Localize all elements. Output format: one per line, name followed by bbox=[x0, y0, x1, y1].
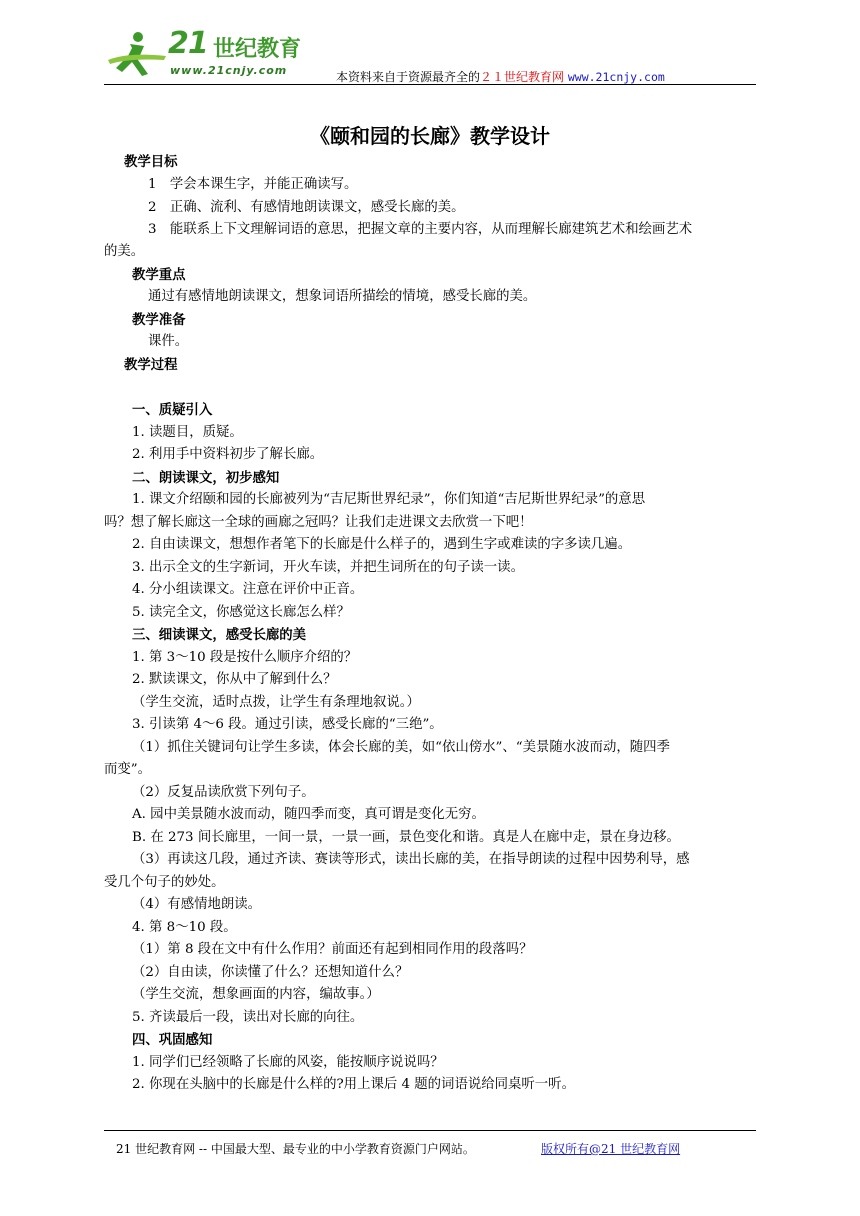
body-line: 4. 分小组读课文。注意在评价中正音。 bbox=[132, 582, 364, 597]
body-line: 3. 出示全文的生字新词，开火车读，并把生词所在的句子读一读。 bbox=[132, 560, 524, 575]
body-line: 1 学会本课生字，并能正确读写。 bbox=[148, 177, 358, 192]
logo-wordmark: 世纪教育 bbox=[213, 37, 302, 62]
body-line: 2. 你现在头脑中的长廊是什么样的?用上课后 4 题的词语说给同桌听一听。 bbox=[132, 1077, 575, 1092]
body-line: 课件。 bbox=[148, 334, 189, 349]
footer-text: 21 世纪教育网 -- 中国最大型、最专业的中小学教育资源门户网站。 bbox=[116, 1142, 475, 1156]
body-line: 1. 读题目，质疑。 bbox=[132, 425, 243, 440]
section-heading: 四、巩固感知 bbox=[132, 1032, 213, 1048]
section-heading: 教学目标 bbox=[124, 154, 178, 170]
logo-number: 21 bbox=[168, 26, 208, 61]
body-line: 1. 课文介绍颐和园的长廊被列为“吉尼斯世界纪录”，你们知道“吉尼斯世界纪录”的意思 bbox=[132, 492, 646, 507]
header-tagline bbox=[336, 68, 665, 85]
body-line: （学生交流，适时点拨，让学生有条理地叙说。） bbox=[132, 695, 420, 710]
body-line: 2. 默读课文，你从中了解到什么？ bbox=[132, 672, 337, 687]
section-heading: 三、细读课文，感受长廊的美 bbox=[132, 627, 307, 643]
body-line: 受几个句子的妙处。 bbox=[104, 875, 225, 890]
body-line: （4）有感情地朗读。 bbox=[132, 897, 262, 912]
body-line: 吗？想了解长廊这一全球的画廊之冠吗？让我们走进课文去欣赏一下吧！ bbox=[104, 515, 533, 530]
body-line: 2. 自由读课文，想想作者笔下的长廊是什么样子的，遇到生字或难读的字多读几遍。 bbox=[132, 537, 632, 552]
tagline-site-link[interactable]: ２１世纪教育网 bbox=[480, 70, 565, 84]
body-line: （1）第 8 段在文中有什么作用？前面还有起到相同作用的段落吗？ bbox=[132, 942, 533, 957]
body-line: 1. 同学们已经领略了长廊的风姿，能按顺序说说吗？ bbox=[132, 1055, 444, 1070]
section-heading: 二、朗读课文，初步感知 bbox=[132, 470, 280, 486]
tagline-url-link[interactable]: www.21cnjy.com bbox=[567, 70, 665, 84]
header-divider bbox=[104, 84, 756, 85]
body-line: （学生交流，想象画面的内容，编故事。） bbox=[132, 987, 380, 1002]
body-line: （2）反复品读欣赏下列句子。 bbox=[132, 785, 315, 800]
body-line: 通过有感情地朗读课文，想象词语所描绘的情境，感受长廊的美。 bbox=[148, 289, 537, 304]
section-heading: 一、质疑引入 bbox=[132, 402, 213, 418]
site-logo[interactable] bbox=[108, 26, 308, 80]
tagline-prefix: 本资料来自于资源最齐全的 bbox=[336, 70, 481, 84]
body-line: 3 能联系上下文理解词语的意思，把握文章的主要内容，从而理解长廊建筑艺术和绘画艺术 bbox=[148, 222, 693, 237]
section-heading: 教学重点 bbox=[132, 267, 186, 283]
body-line: 1. 第 3～10 段是按什么顺序介绍的？ bbox=[132, 650, 358, 665]
body-line: 4. 第 8～10 段。 bbox=[132, 920, 237, 935]
runner-logo-icon bbox=[108, 30, 170, 78]
footer-divider bbox=[104, 1130, 756, 1131]
body-line: 而变”。 bbox=[104, 762, 152, 777]
footer-copyright-link[interactable]: 版权所有@21 世纪教育网 bbox=[541, 1142, 681, 1156]
body-line: （1）抓住关键词句让学生多读，体会长廊的美，如“依山傍水”、“美景随水波而动，随四季 bbox=[132, 740, 670, 755]
body-line: 2. 利用手中资料初步了解长廊。 bbox=[132, 447, 324, 462]
body-line: 2 正确、流利、有感情地朗读课文，感受长廊的美。 bbox=[148, 200, 465, 215]
logo-url: www.21cnjy.com bbox=[170, 64, 288, 77]
body-line: 5. 读完全文，你感觉这长廊怎么样？ bbox=[132, 605, 350, 620]
section-heading: 教学过程 bbox=[124, 357, 178, 373]
body-line: B. 在 273 间长廊里，一间一景，一景一画，景色变化和谐。真是人在廊中走，景在身边移。 bbox=[132, 830, 680, 845]
body-line: 的美。 bbox=[104, 244, 145, 259]
body-line: A. 园中美景随水波而动，随四季而变，真可谓是变化无穷。 bbox=[132, 807, 485, 822]
section-heading: 教学准备 bbox=[132, 312, 186, 328]
document-title: 《颐和园的长廊》教学设计 bbox=[310, 124, 550, 148]
body-line: （2）自由读，你读懂了什么？还想知道什么？ bbox=[132, 965, 409, 980]
body-line: 5. 齐读最后一段，读出对长廊的向往。 bbox=[132, 1010, 364, 1025]
body-line: 3. 引读第 4～6 段。通过引读，感受长廊的“三绝”。 bbox=[132, 717, 443, 732]
body-line: （3）再读这几段，通过齐读、赛读等形式，读出长廊的美，在指导朗读的过程中因势利导，感 bbox=[132, 852, 690, 867]
